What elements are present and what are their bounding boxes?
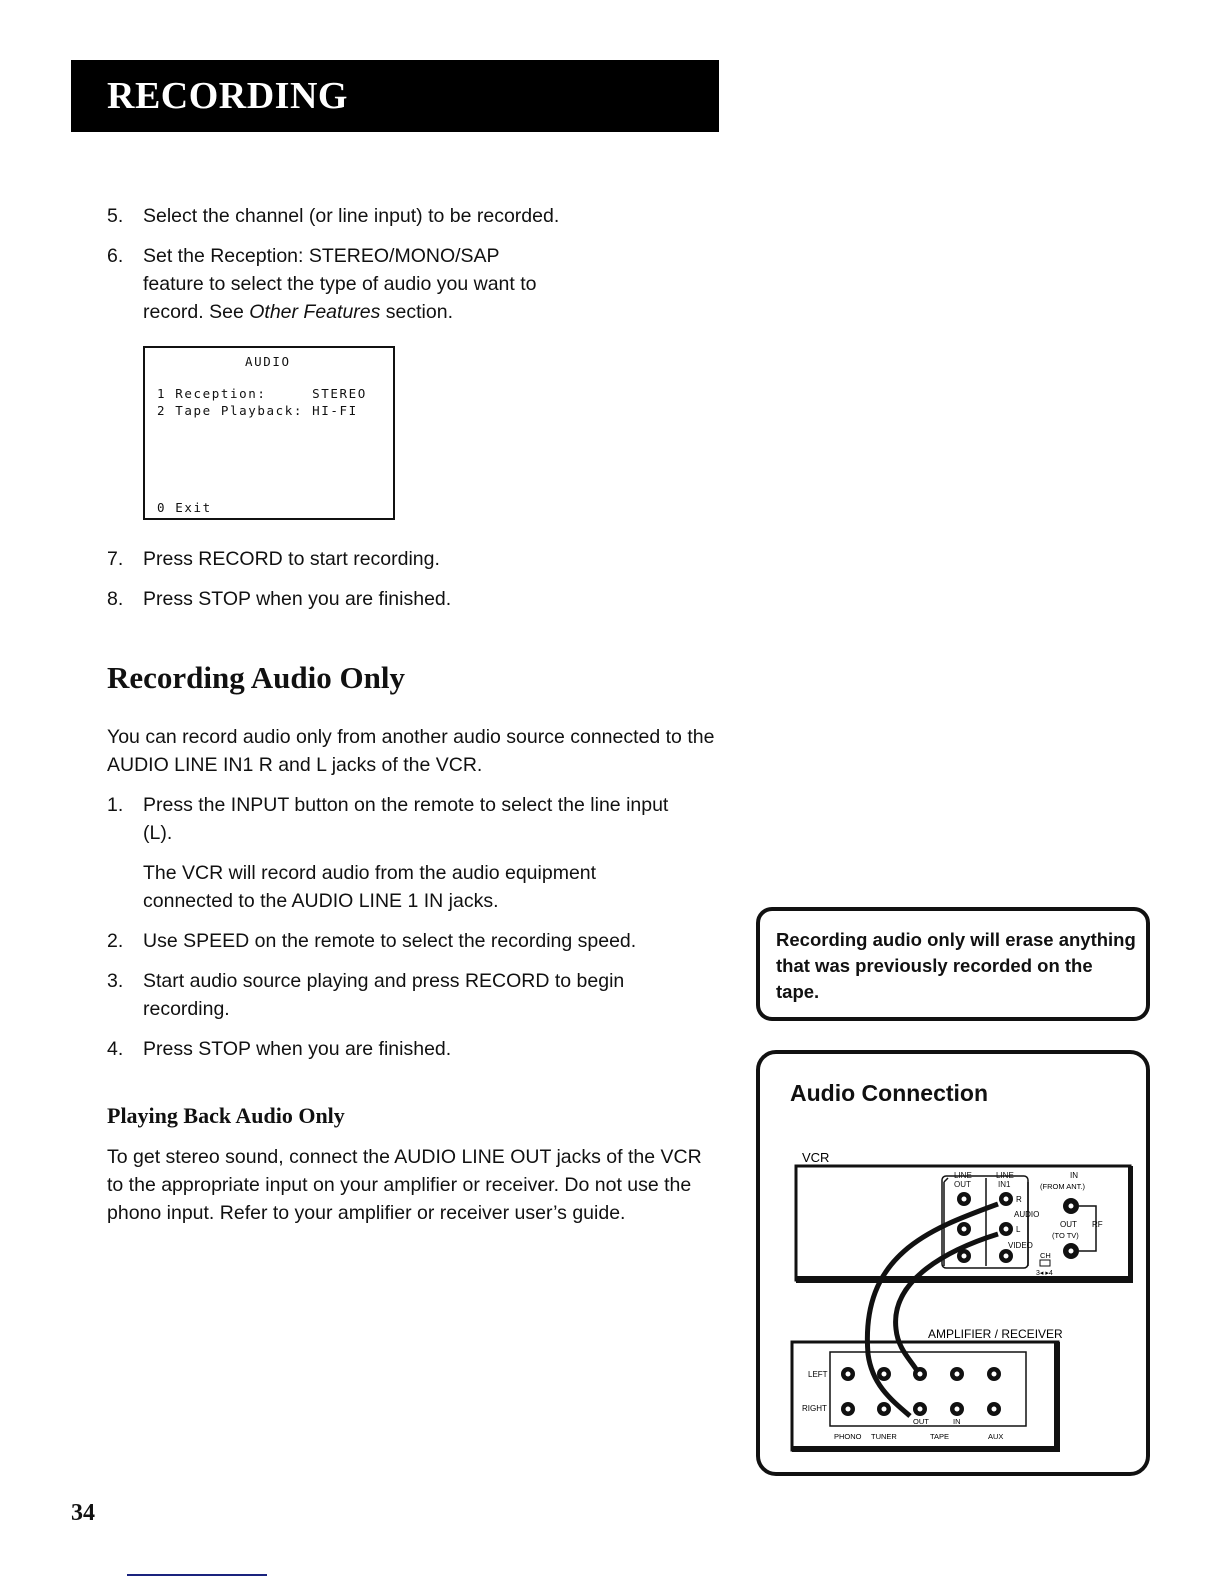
step-note: The VCR will record audio from the audio equipment connected to the AUDIO LINE 1 IN jacks. bbox=[143, 862, 597, 912]
step-text bbox=[143, 242, 563, 326]
on-screen-audio-menu bbox=[143, 346, 395, 520]
step-number: 2. bbox=[107, 930, 124, 952]
vcr-label: VCR bbox=[802, 1150, 830, 1165]
cross-reference: Other Features bbox=[249, 301, 381, 323]
osd-exit: 0 Exit bbox=[157, 500, 212, 515]
right-channel-label: RIGHT bbox=[802, 1404, 827, 1413]
amplifier-shadow-bottom bbox=[792, 1446, 1060, 1452]
step-number: 8. bbox=[107, 588, 124, 610]
rf-in-sublabel: (FROM ANT.) bbox=[1040, 1182, 1085, 1191]
line-out-label-top: LINE bbox=[954, 1171, 972, 1180]
rf-out-sublabel: (TO TV) bbox=[1052, 1231, 1079, 1240]
amplifier-shadow-side bbox=[1054, 1342, 1060, 1452]
audio-label: AUDIO bbox=[1014, 1210, 1040, 1219]
playback-paragraph: To get stereo sound, connect the AUDIO LINE OUT jacks of the VCR to the appropriate input on your amplifier or receiver. Do not use the phono input. Refer to your amplifier or receiver user’s guide. bbox=[107, 1146, 702, 1224]
cable-right bbox=[867, 1204, 998, 1416]
step-number: 4. bbox=[107, 1038, 124, 1060]
footer-rule bbox=[127, 1574, 267, 1576]
step-number: 3. bbox=[107, 970, 124, 992]
tape-in-label: IN bbox=[953, 1417, 961, 1426]
osd-item-reception: 1 Reception: STEREO bbox=[157, 386, 367, 401]
line-in-label-top: LINE bbox=[996, 1171, 1014, 1180]
phono-label: PHONO bbox=[834, 1432, 862, 1441]
aux-label: AUX bbox=[988, 1432, 1004, 1441]
ch-label: CH bbox=[1040, 1251, 1051, 1260]
ch-switch-icon bbox=[1040, 1260, 1050, 1266]
section-header-bar bbox=[71, 60, 719, 132]
tape-label: TAPE bbox=[930, 1432, 950, 1441]
step-number: 6. bbox=[107, 245, 124, 267]
step-text: Press STOP when you are finished. bbox=[143, 588, 452, 610]
vcr-panel-shadow bbox=[796, 1276, 1132, 1283]
connection-illustration bbox=[760, 1054, 1154, 1480]
step-number: 1. bbox=[107, 794, 124, 816]
step-number: 5. bbox=[107, 205, 124, 227]
osd-item-tape-playback: 2 Tape Playback: HI-FI bbox=[157, 403, 358, 418]
amplifier-panel bbox=[792, 1342, 1058, 1450]
osd-title: AUDIO bbox=[245, 354, 291, 369]
audio-connection-diagram bbox=[756, 1050, 1150, 1476]
step-text-part: Set the Reception: STEREO/MONO/SAP feature to select the type of audio you want to record. See bbox=[143, 245, 537, 323]
step-text: Press STOP when you are finished. bbox=[143, 1038, 452, 1060]
amplifier-label: AMPLIFIER / RECEIVER bbox=[928, 1327, 1063, 1341]
warning-callout bbox=[756, 907, 1150, 1021]
intro-paragraph: You can record audio only from another audio source connected to the AUDIO LINE IN1 R and L jacks of the VCR. bbox=[107, 726, 715, 776]
jack-l-label: L bbox=[1016, 1225, 1021, 1234]
left-channel-label: LEFT bbox=[808, 1370, 828, 1379]
vcr-panel-shadow-side bbox=[1128, 1166, 1133, 1283]
heading-playing-back-audio-only: Playing Back Audio Only bbox=[107, 1103, 345, 1128]
step-text: Press the INPUT button on the remote to select the line input (L). bbox=[143, 794, 669, 844]
video-label: VIDEO bbox=[1008, 1241, 1033, 1250]
step-text: Press RECORD to start recording. bbox=[143, 548, 440, 570]
tuner-label: TUNER bbox=[871, 1432, 897, 1441]
section-title: RECORDING bbox=[107, 75, 348, 117]
tape-out-label: OUT bbox=[913, 1417, 929, 1426]
step-text: Start audio source playing and press RECORD to begin recording. bbox=[143, 970, 625, 1020]
step-text: Use SPEED on the remote to select the recording speed. bbox=[143, 930, 637, 952]
page-number: 34 bbox=[71, 1500, 95, 1526]
diagram-title: Audio Connection bbox=[790, 1080, 989, 1106]
jack-r-label: R bbox=[1016, 1195, 1022, 1204]
heading-recording-audio-only: Recording Audio Only bbox=[107, 660, 405, 695]
step-text-part: section. bbox=[380, 301, 453, 323]
rf-out-label: OUT bbox=[1060, 1220, 1077, 1229]
line-in-label: IN1 bbox=[998, 1180, 1011, 1189]
rf-in-label: IN bbox=[1070, 1171, 1078, 1180]
step-number: 7. bbox=[107, 548, 124, 570]
rf-label: RF bbox=[1092, 1220, 1103, 1229]
warning-text: Recording audio only will erase anything that was previously recorded on the tape. bbox=[776, 929, 1136, 1002]
amplifier-jacks bbox=[841, 1367, 1001, 1416]
ch-switch-label: 3◂ ▸4 bbox=[1036, 1270, 1053, 1277]
step-text: Select the channel (or line input) to be recorded. bbox=[143, 205, 560, 227]
line-out-label: OUT bbox=[954, 1180, 971, 1189]
